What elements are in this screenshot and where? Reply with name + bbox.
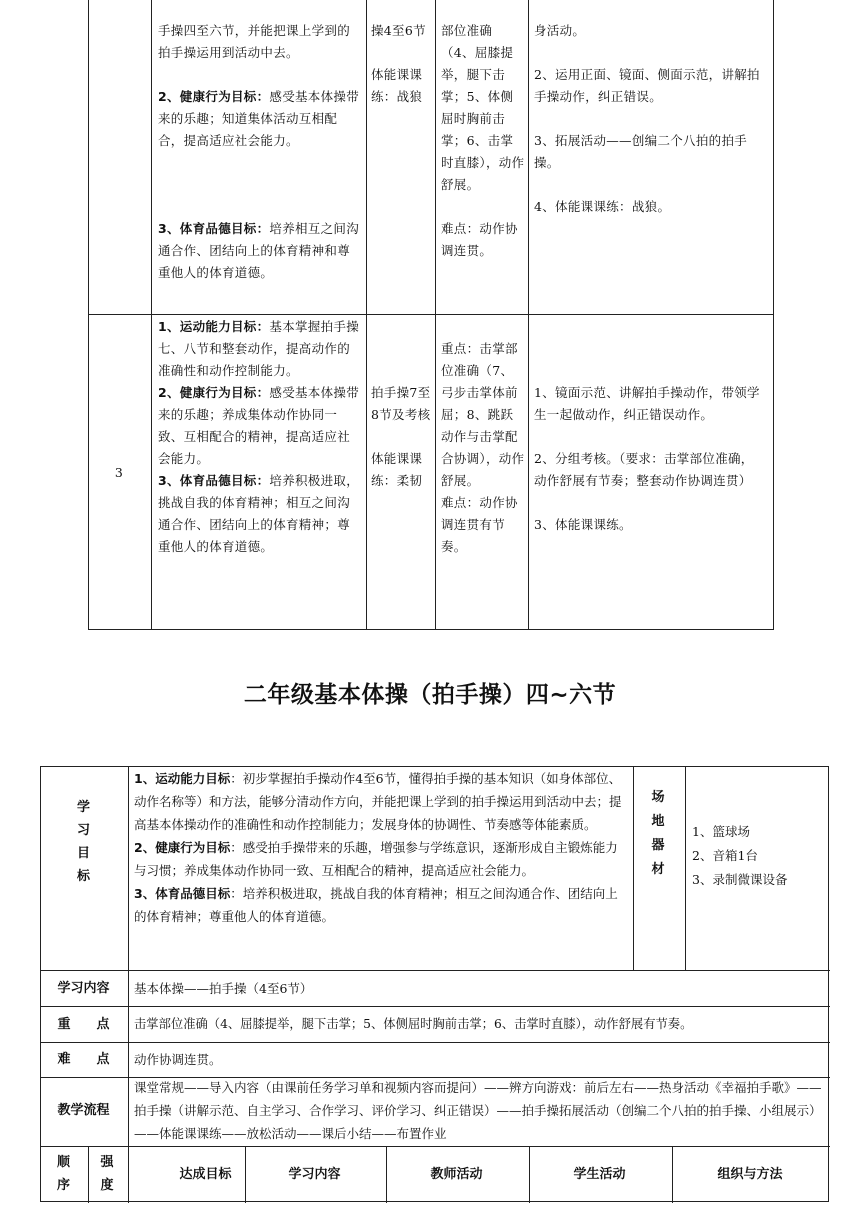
prev-method-2: 2、运用正面、镜面、侧面示范，讲解拍手操动作，纠正错误。 [534,67,760,104]
prev-method-3: 3、拓展活动——创编二个八拍的拍手操。 [534,133,748,170]
header-order: 顺 序 [56,1155,70,1193]
row3-goal-1-text: 基本掌握拍手操七、八节和整套动作，提高动作的准确性和动作控制能力。 [158,319,360,378]
prev-content-2: 体能课课练：战狼 [371,67,423,104]
goal-1-text: ：初步掌握拍手操动作4至6节，懂得拍手操的基本知识（如身体部位、动作名称等）和方法，能够分清动作方向，并能把课上学到的拍手操运用到活动中去；提高基本体操动作的准确性和动作控制能力；发展身体的协调性、节奏感等体能素质。 [134,771,622,832]
prev-goal-2-title: 2、健康行为目标： [158,89,270,104]
content-text: 基本体操——拍手操（4至6节） [134,981,313,996]
prev-content-1: 操4至6节 [371,23,426,38]
prev-goal-3-text: 培养相互之间沟通合作、团结向上的体育精神和尊重他人的体育道德。 [158,221,360,280]
row3-goal-3-text: 培养积极进取，挑战自我的体育精神；相互之间沟通合作、团结向上的体育精神；尊重他人的体育道德。 [158,473,360,554]
goal-1-title: 1、运动能力目标 [134,771,231,786]
row3-content-2: 体能课课练：柔韧 [371,451,423,488]
header-teacher: 教师活动 [430,1167,483,1182]
venue-items [692,820,826,892]
row3-content [371,382,431,492]
header-content: 学习内容 [288,1167,341,1182]
goal-2-text: ：感受拍手操带来的乐趣，增强参与学练意识，逐渐形成自主锻炼能力与习惯；养成集体动作协同一致、互相配合的精神，提高适应社会能力。 [134,840,618,878]
goals-text [134,767,630,928]
flow-label: 教学流程 [57,1103,110,1118]
row3-goal-1-title: 1、运动能力目标： [158,319,270,334]
row3-keypoints [441,338,525,558]
header-intensity: 强 度 [100,1155,114,1193]
row3-content-1: 拍手操7至8节及考核 [371,385,431,422]
prev-row-keypoints [441,20,525,262]
row3-goal-3-title: 3、体育品德目标： [158,473,270,488]
prev-goal-3-title: 3、体育品德目标： [158,221,270,236]
row3-goal-2-title: 2、健康行为目标： [158,385,270,400]
row3-method-1: 1、镜面示范、讲解拍手操动作，带领学生一起做动作，纠正错误动作。 [534,385,760,422]
prev-method-1: 身活动。 [534,23,586,38]
row3-method-2: 2、分组考核。（要求：击掌部位准确，动作舒展有节奏；整套动作协调连贯） [534,451,754,488]
row3-methods [534,382,766,536]
content-label: 学习内容 [57,981,110,996]
prev-goal-1-text: 手操四至六节，并能把课上学到的拍手操运用到活动中去。 [158,23,351,60]
flow-text: 课堂常规——导入内容（由课前任务学习单和视频内容而提问）——辨方向游戏：前后左右——热身活动《幸福拍手歌》——拍手操（讲解示范、自主学习、合作学习、评价学习、纠正错误）——拍手操拓展活动（创编二个八拍的拍手操、小组展示）——体能课课练——放松活动——课后小结——布置作业 [134,1080,822,1141]
row3-method-3: 3、体能课课练。 [534,517,632,532]
goal-3-title: 3、体育品德目标 [134,886,231,901]
header-goal: 达成目标 [179,1167,232,1182]
key-text: 击掌部位准确（4、屈膝提举，腿下击掌；5、体侧屈时胸前击掌；6、击掌时直膝），动作舒展有节奏。 [134,1017,693,1031]
header-method: 组织与方法 [717,1167,783,1182]
venue-label: 场 地 器 材 [651,790,665,877]
venue-item-1: 1、篮球场 [692,824,750,839]
prev-keypoint-1: 部位准确（4、屈膝提举，腿下击掌；5、体侧屈时胸前击掌；6、击掌时直膝），动作舒展。 [441,23,525,192]
prev-goal-2-text: 感受基本体操带来的乐趣；知道集体活动互相配合，提高适应社会能力。 [158,89,360,148]
prev-method-4: 4、体能课课练：战狼。 [534,199,671,214]
goals-label: 学 习 目 标 [76,800,90,884]
difficulty-text: 动作协调连贯。 [134,1052,222,1067]
difficulty-label: 难 点 [57,1052,110,1067]
venue-item-3: 3、录制微课设备 [692,872,788,887]
row3-goal-2-text: 感受基本体操带来的乐趣；养成集体动作协同一致、互相配合的精神，提高适应社会能力。 [158,385,360,466]
prev-keypoint-2: 难点：动作协调连贯。 [441,221,518,258]
row3-keypoint-2: 难点：动作协调连贯有节奏。 [441,495,518,554]
prev-row-content [371,20,431,108]
key-label: 重 点 [57,1017,110,1032]
header-student: 学生活动 [573,1167,626,1182]
prev-row-goals [158,20,362,284]
row3-goals [158,316,362,558]
prev-row-methods [534,20,766,218]
goal-3-text: ：培养积极进取，挑战自我的体育精神；相互之间沟通合作、团结向上的体育精神；尊重他人的体育道德。 [134,886,618,924]
venue-item-2: 2、音箱1台 [692,848,758,863]
section-title: 二年级基本体操（拍手操）四~六节 [243,682,617,708]
row3-keypoint-1: 重点：击掌部位准确（7、弓步击掌体前屈；8、跳跃动作与击掌配合协调），动作舒展。 [441,341,525,488]
row3-number: 3 [114,465,124,480]
goal-2-title: 2、健康行为目标 [134,840,231,855]
